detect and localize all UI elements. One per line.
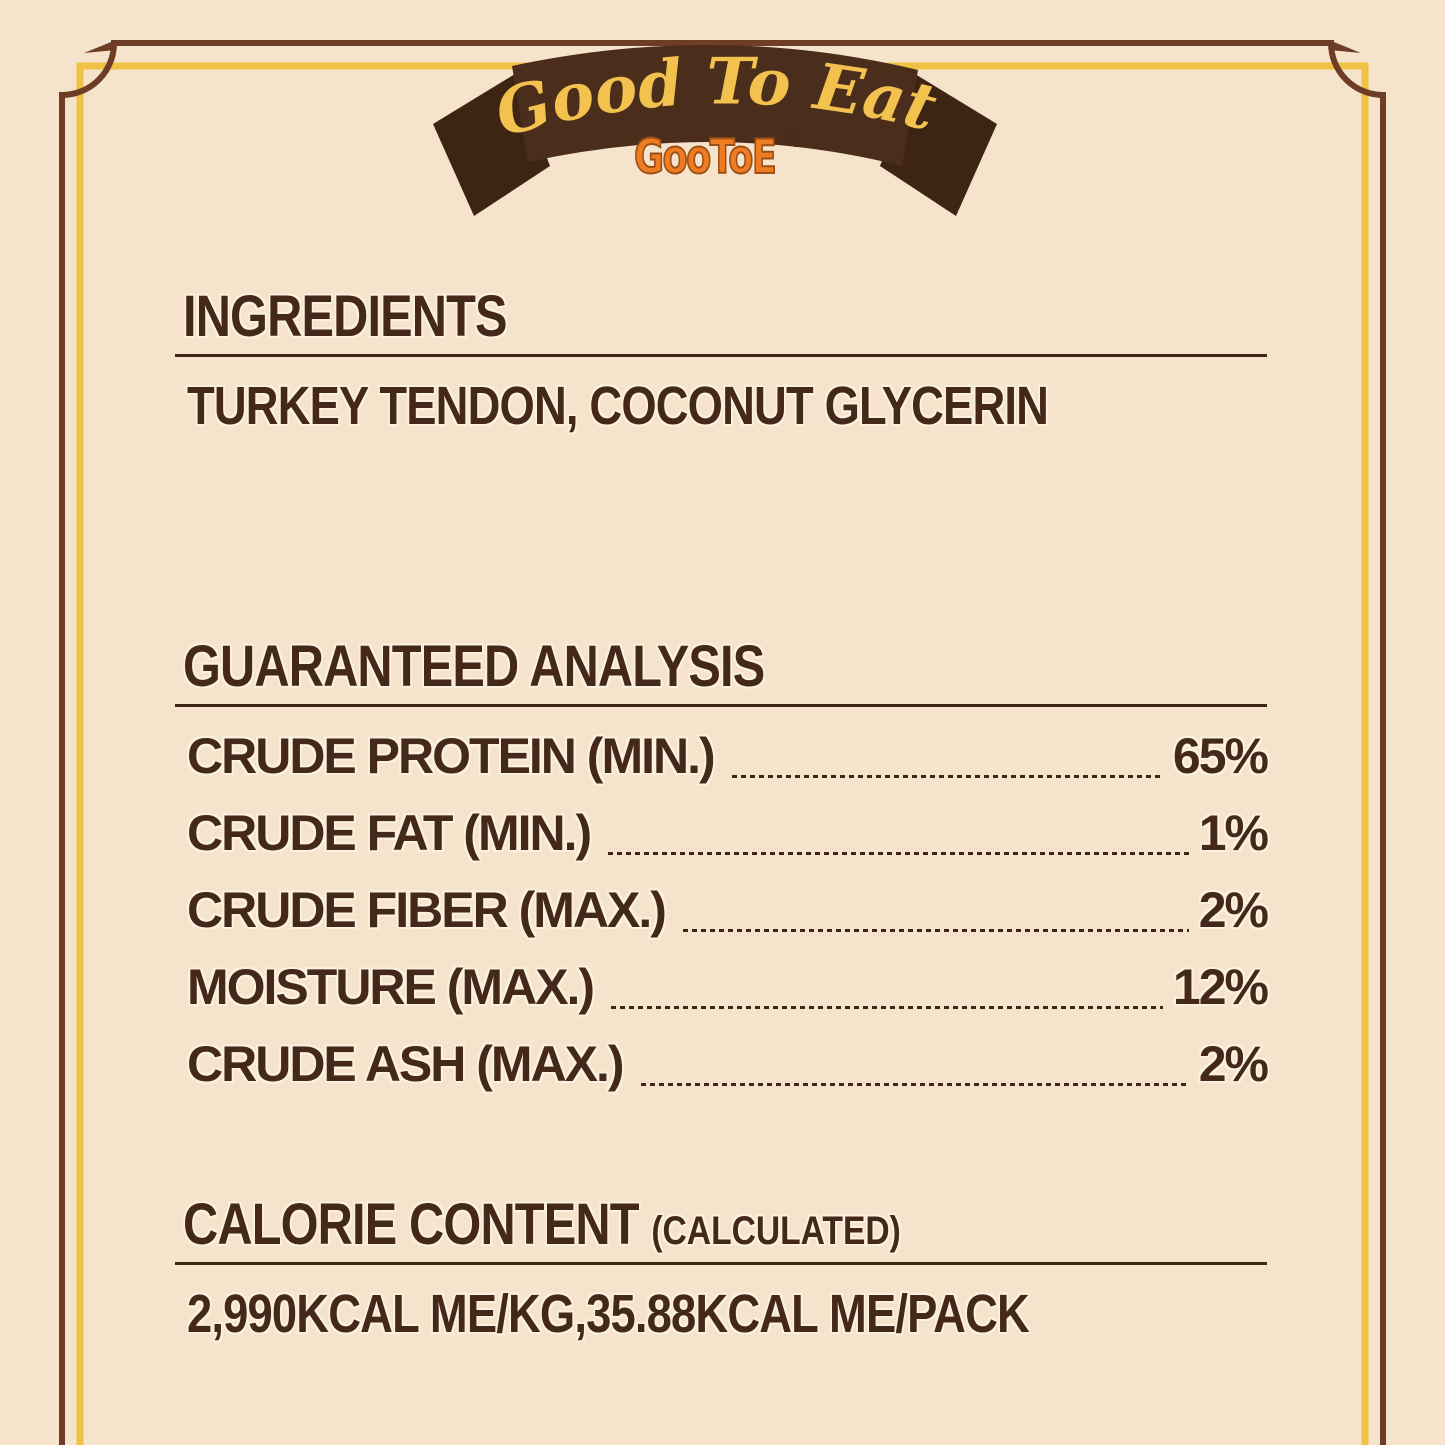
analysis-row-value: 65% [1172,728,1267,784]
ingredients-section [175,284,1267,436]
analysis-row-label: CRUDE FIBER (MAX.) [187,882,665,938]
brand-logo-text: GooToE [634,130,776,185]
dotted-leader [641,1083,1189,1086]
calorie-value: 2,990KCAL ME/KG,35.88KCAL ME/PACK [187,1284,1029,1344]
guaranteed-analysis-divider [175,704,1267,707]
table-row [187,1036,1267,1092]
dotted-leader [611,1006,1163,1009]
analysis-row-label: CRUDE ASH (MAX.) [187,1036,623,1092]
ingredients-divider [175,354,1267,357]
analysis-row-label: MOISTURE (MAX.) [187,959,594,1015]
calorie-content-title [183,1192,1094,1257]
analysis-row-label: CRUDE FAT (MIN.) [187,805,591,861]
calorie-title-qualifier: (CALCULATED) [651,1209,901,1253]
ribbon-banner [420,16,1010,226]
analysis-row-value: 2% [1198,882,1267,938]
analysis-row-value: 2% [1198,1036,1267,1092]
calorie-divider [175,1262,1267,1265]
dotted-leader [683,929,1189,932]
analysis-row-value: 1% [1198,805,1267,861]
table-row [187,805,1267,861]
banner-title: Good To Eat [487,44,944,152]
analysis-row-label: CRUDE PROTEIN (MIN.) [187,728,714,784]
brand-logo [420,123,1010,185]
ingredients-list: TURKEY TENDON, COCONUT GLYCERIN [187,376,1049,436]
brand-banner [420,16,1010,226]
table-row [187,882,1267,938]
table-row [187,959,1267,1015]
dotted-leader [608,852,1189,855]
calorie-title-main: CALORIE CONTENT [183,1192,639,1257]
registered-trademark-icon: ® [785,123,806,153]
dotted-leader [732,775,1163,778]
ingredients-title: INGREDIENTS [183,284,507,349]
calorie-content-section [175,1192,1267,1344]
analysis-table [187,728,1267,1092]
guaranteed-analysis-section [175,634,1267,1116]
table-row [187,728,1267,784]
analysis-row-value: 12% [1172,959,1267,1015]
guaranteed-analysis-title: GUARANTEED ANALYSIS [183,634,765,699]
